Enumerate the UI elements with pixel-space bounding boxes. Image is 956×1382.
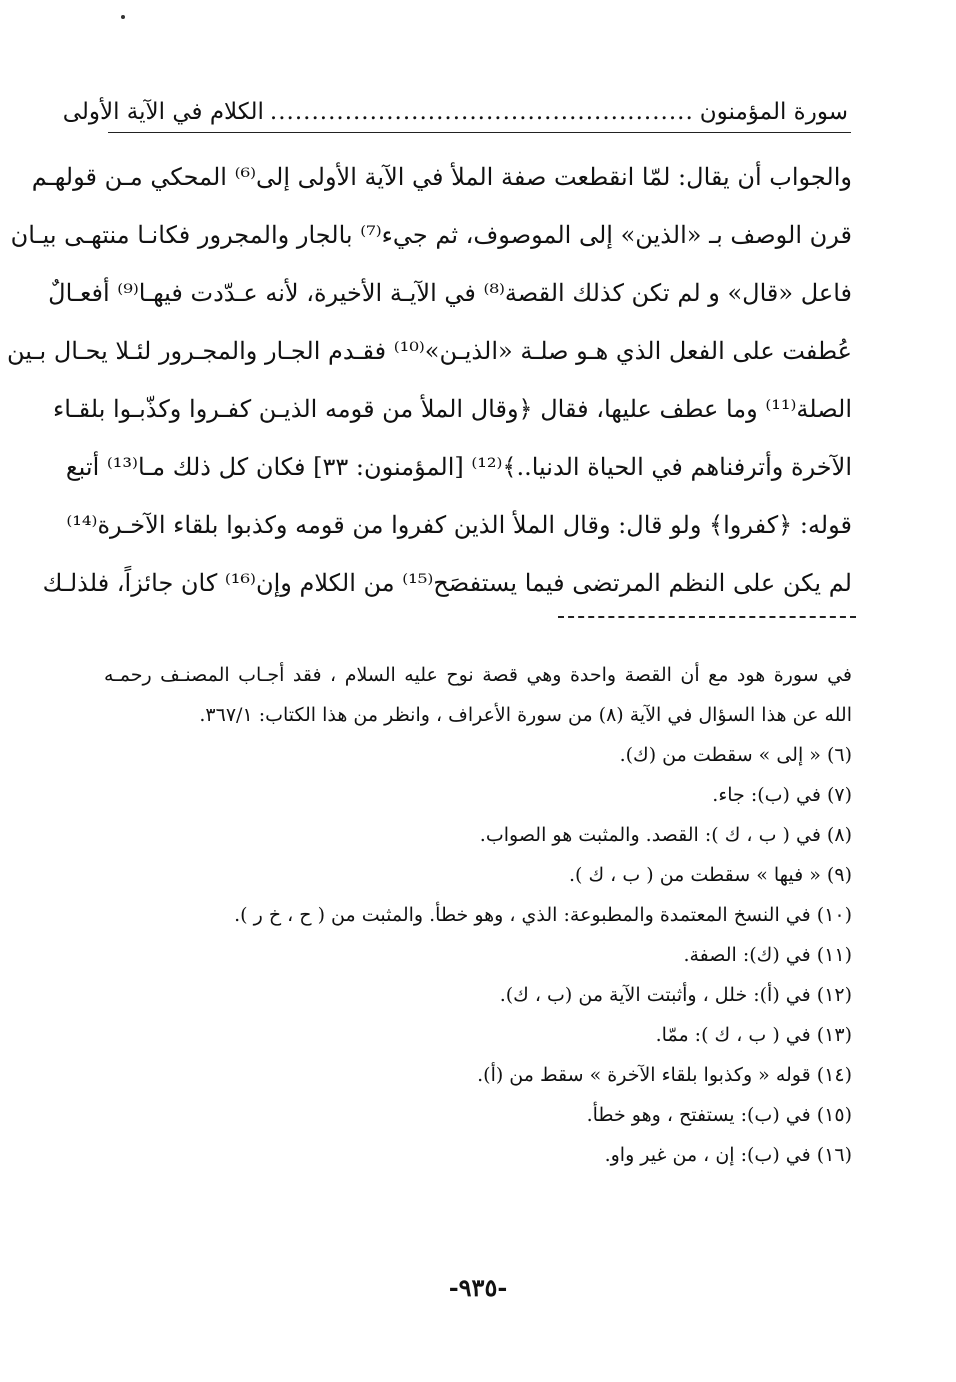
footnote-8: (٨) في ( ب ، ك ): القصد. والمثبت هو الصواب. xyxy=(479,824,852,846)
text-line: فاعل «قال» و لم تكن كذلك القصة⁽⁸⁾ في الآيـة الأخيرة، لأنه عـدّدت فيهـا⁽⁹⁾ أفعـالٌ xyxy=(48,279,852,307)
surah-title: سورة المؤمنون xyxy=(699,99,848,125)
text-line: لم يكن على النظم المرتضى فيما يستفصَح⁽¹⁵⁾ من الكلام وإن⁽¹⁶⁾ كان جائزاً، فلذلـك xyxy=(42,569,852,597)
footnote-12: (١٢) في (أ): خلل ، وأثبتت الآية من (ب ، ك). xyxy=(499,984,852,1006)
footnote-separator xyxy=(558,616,856,618)
footnote-line: في سورة هود مع أن القصة واحدة وهي قصة نوح عليه السلام ، فقد أجـاب المصنـف رحمـه xyxy=(104,664,852,686)
header-leader-dots: ................................................... xyxy=(269,99,694,125)
footnote-9: (٩) « فيها » سقطت من ( ب ، ك ). xyxy=(568,864,852,886)
footnote-6: (٦) « إلى » سقطت من (ك). xyxy=(619,744,852,766)
text-line: الصلة⁽¹¹⁾ وما عطف عليها، فقال ﴿وقال الملأ من قومه الذيـن كفـروا وكذّبـوا بلقـاء xyxy=(52,395,852,423)
main-text xyxy=(6,148,852,612)
text-line: قرن الوصف بـ «الذين» إلى الموصوف، ثم جيء⁽⁷⁾ بالجار والمجرور فكانـا منتهـى بيـان xyxy=(10,221,852,249)
footnote-13: (١٣) في ( ب ، ك ): ممّا. xyxy=(655,1024,852,1046)
scan-speck xyxy=(121,15,125,19)
text-line: عُطفت على الفعل الذي هـو صلـة «الذيـن»⁽¹⁰⁾ فقـدم الجـار والمجـرور لئـلا يحـال بـين xyxy=(6,337,852,365)
footnote-16: (١٦) في (ب): إن ، من غير واو. xyxy=(604,1144,852,1166)
footnotes xyxy=(104,655,852,1175)
running-header xyxy=(62,92,848,132)
section-title: الكلام في الآية الأولى xyxy=(62,99,264,125)
footnote-7: (٧) في (ب): جاء. xyxy=(712,784,852,806)
text-line: قوله: ﴿كفروا﴾ ولو قال: وقال الملأ الذين كفروا من قومه وكذبوا بلقاء الآخـرة⁽¹⁴⁾ xyxy=(66,511,852,539)
text-line: والجواب أن يقال: لمّا انقطعت صفة الملأ في الآية الأولى إلى⁽⁶⁾ المحكي مـن قولهـم xyxy=(31,163,852,191)
page-number: -٩٣٥- xyxy=(448,1273,508,1302)
header-rule xyxy=(108,132,851,133)
footnote-11: (١١) في (ك): الصفة. xyxy=(683,944,852,966)
footnote-15: (١٥) في (ب): يستفتح ، وهو خطأ. xyxy=(586,1104,852,1126)
footnote-14: (١٤) قوله « وكذبوا بلقاء الآخرة » سقط من (أ). xyxy=(477,1064,852,1086)
footnote-line: الله عن هذا السؤال في الآية (٨) من سورة الأعراف ، وانظر من هذا الكتاب: ٣٦٧/١. xyxy=(199,704,852,726)
text-line: الآخرة وأترفناهم في الحياة الدنيا..﴾⁽¹²⁾ [المؤمنون: ٣٣] فكان كل ذلك مـا⁽¹³⁾ أتبع xyxy=(65,453,852,481)
footnote-10: (١٠) في النسخ المعتمدة والمطبوعة: الذي ، وهو خطأ. والمثبت من ( ح ، خ ر ). xyxy=(234,904,852,926)
